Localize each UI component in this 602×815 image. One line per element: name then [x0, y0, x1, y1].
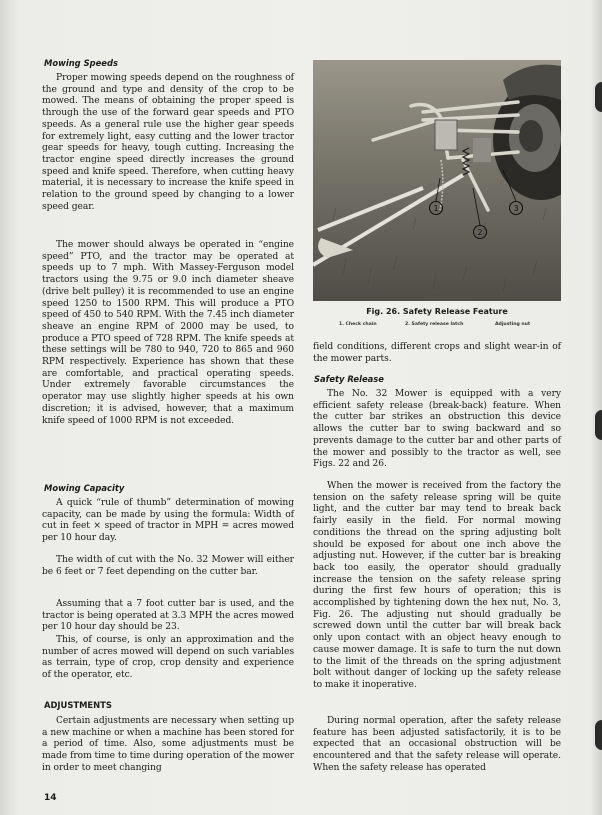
callout-1: 1 [433, 204, 439, 213]
adjustments-paragraph-1: Certain adjustments are necessary when setting up a new machine or when a machine has been stored for a period of time. Also, some adjustments must be made from time to time during operation of the mower in order to meet changing [42, 716, 294, 773]
mowing-capacity-heading: Mowing Capacity [44, 483, 125, 493]
safety-release-paragraph-1: The No. 32 Mower is equipped with a very efficient safety release (break-back) feature. When the cutter bar strikes an obstruction this device allows the cutter bar to swing backward and so prevents damage to the cutter bar and other parts of the mower and possibly to the tractor as well, see Figs. 22 and 26. [313, 389, 561, 470]
mowing-capacity-paragraph-2: The width of cut with the No. 32 Mower will either be 6 feet or 7 feet depending on the cutter bar. [42, 555, 294, 577]
figure-legend-item-2: 2. Safety release latch [405, 322, 464, 327]
safety-release-heading: Safety Release [314, 374, 384, 384]
figure-legend-item-3: Adjusting nut [495, 322, 531, 327]
continued-paragraph: field conditions, different crops and slight wear-in of the mower parts. [313, 342, 561, 364]
mowing-capacity-paragraph-3: Assuming that a 7 foot cutter bar is used, and the tractor is being operated at 3.3 MPH the acres mowed per 10 hour day should be 23. [42, 599, 294, 633]
figure-legend-item-1: 1. Check chain [339, 322, 377, 327]
mowing-speeds-paragraph-1: Proper mowing speeds depend on the roughness of the ground and type and density of the crop to be mowed. The means of obtaining the proper speed is through the use of the forward gear speeds and PTO speeds. As a general rule use the higher gear speeds for extremely light, easy cutting and the lower tractor gear speeds for heavy, tough cutting. Increasing the tractor engine speed directly increases the ground speed and knife speed. Therefore, when cutting heavy material, it is necessary to increase the knife speed in relation to the ground speed by changing to a lower speed gear. [42, 73, 294, 212]
safety-release-paragraph-3: During normal operation, after the safety release feature has been adjusted satisfactorily, it is to be expected that an occasional obstruction will be encountered and that the safety release will operate. When the safety release has operated [313, 716, 561, 773]
safety-release-photo [313, 60, 561, 301]
mowing-speeds-heading: Mowing Speeds [44, 58, 118, 68]
binder-hole [595, 720, 602, 750]
binder-hole [595, 410, 602, 440]
mowing-capacity-paragraph-1: A quick “rule of thumb” determination of mowing capacity, can be made by using the formula: Width of cut in feet × speed of tractor in MPH = acres mowed per 10 hour day. [42, 498, 294, 544]
mower-photo-illustration [313, 60, 561, 301]
safety-release-paragraph-2: When the mower is received from the factory the tension on the safety release spring will be quite light, and the cutter bar may tend to break back fairly easily in the field. For normal mowing conditions the thread on the spring adjusting bolt should be exposed for about one inch above the adjusting nut. However, if the cutter bar is breaking back too easily, the operator should gradually increase the tension on the safety release spring during the first few hours of operation; this is accomplished by tightening down the hex nut, No. 3, Fig. 26. The adjusting nut should gradually be screwed down until the cutter bar will break back only upon contact with an object heavy enough to cause mower damage. It is safe to turn the nut down to the limit of the threads on the spring adjustment bolt without danger of locking up the safety release to make it inoperative. [313, 481, 561, 690]
mowing-capacity-paragraph-4: This, of course, is only an approximation and the number of acres mowed will depend on such variables as terrain, type of crop, crop density and experience of the operator, etc. [42, 635, 294, 681]
binder-hole [595, 82, 602, 112]
callout-3: 3 [513, 204, 519, 213]
mowing-speeds-paragraph-2: The mower should always be operated in “engine speed” PTO, and the tractor may be operated at speeds up to 7 mph. With Massey-Ferguson model tractors using the 9.75 or 9.0 inch diameter sheave (drive belt pulley) it is recommended to use an engine speed 1250 to 1500 RPM. This will produce a PTO speed of 450 to 540 RPM. With the 7.45 inch diameter sheave an engine RPM of 2000 may be used, to produce a PTO speed of 728 RPM. The knife speeds at these settings will be 780 to 940, 720 to 865 and 960 RPM respectively. Experience has shown that these are comfortable, and practical operating speeds. Under extremely favorable circumstances the operator may use slightly higher speeds at his own discretion; it is advised, however, that a maximum knife speed of 1000 RPM is not exceeded. [42, 240, 294, 426]
page-number: 14 [44, 793, 57, 803]
figure-caption: Fig. 26. Safety Release Feature [366, 307, 508, 316]
adjustments-heading: ADJUSTMENTS [44, 700, 112, 710]
callout-2: 2 [477, 228, 483, 237]
